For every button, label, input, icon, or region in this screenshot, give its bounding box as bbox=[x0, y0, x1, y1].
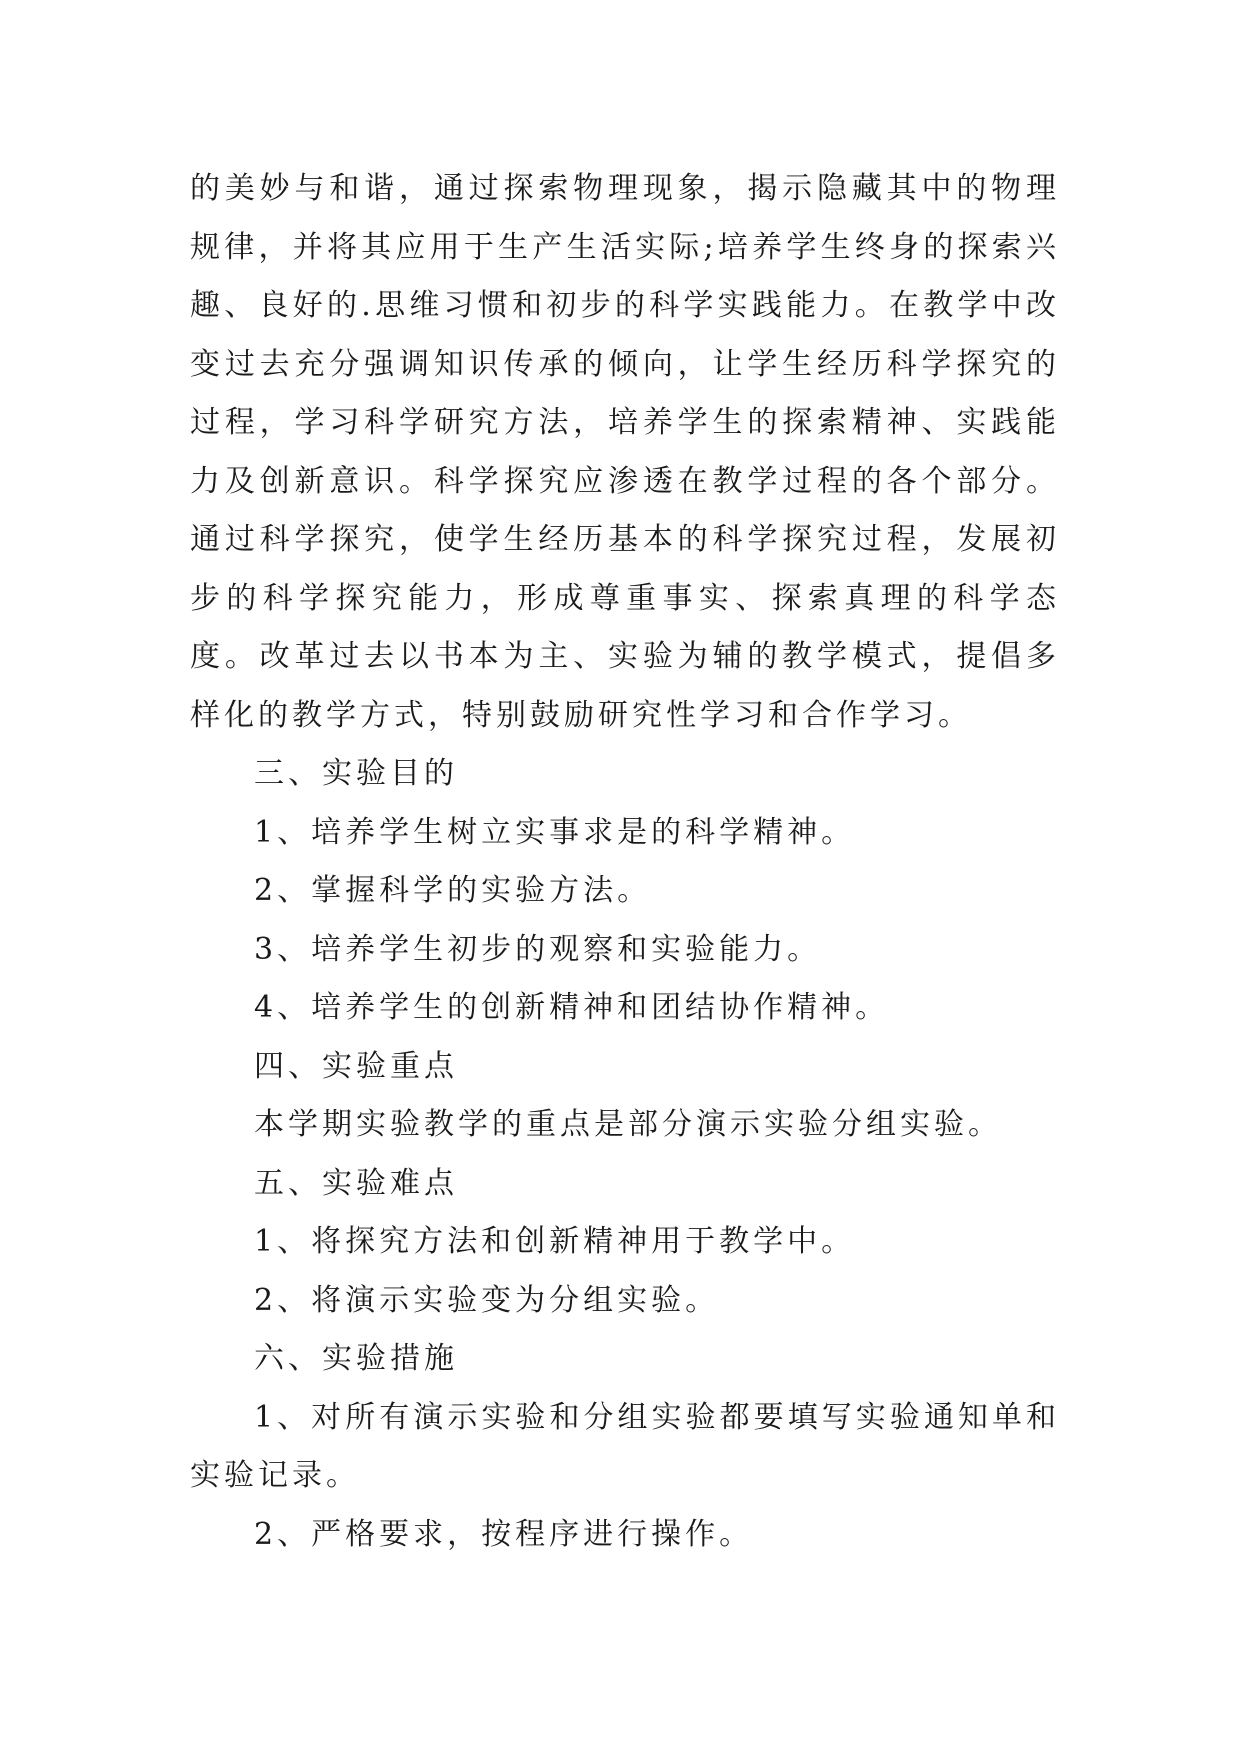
goal-item-4: 4、培养学生的创新精神和团结协作精神。 bbox=[254, 990, 890, 1025]
section-heading-experiment-difficulties: 五、实验难点 bbox=[254, 1165, 458, 1201]
goal-item-3: 3、培养学生初步的观察和实验能力。 bbox=[254, 931, 822, 967]
section-heading-experiment-goals: 三、实验目的 bbox=[254, 756, 458, 791]
difficulty-item-2: 2、将演示实验变为分组实验。 bbox=[254, 1282, 720, 1318]
measure-item-1: 1、对所有演示实验和分组实验都要填写实验通知单和实验记录。 bbox=[190, 1399, 1060, 1493]
document-body bbox=[190, 160, 1060, 1564]
measure-item-2: 2、严格要求，按程序进行操作。 bbox=[254, 1516, 754, 1552]
difficulty-item-1: 1、将探究方法和创新精神用于教学中。 bbox=[254, 1224, 856, 1259]
section-heading-experiment-focus: 四、实验重点 bbox=[254, 1048, 458, 1084]
section-heading-experiment-measures: 六、实验措施 bbox=[254, 1341, 458, 1376]
focus-paragraph: 本学期实验教学的重点是部分演示实验分组实验。 bbox=[254, 1107, 1002, 1142]
goal-item-1: 1、培养学生树立实事求是的科学精神。 bbox=[254, 814, 856, 850]
goal-item-2: 2、掌握科学的实验方法。 bbox=[254, 873, 652, 908]
body-paragraph-continuation: 的美妙与和谐，通过探索物理现象，揭示隐藏其中的物理规律，并将其应用于生产生活实际;培养学生终身的探索兴趣、良好的.思维习惯和初步的科学实践能力。在教学中改变过去充分强调知识传承的倾向，让学生经历科学探究的过程，学习科学研究方法，培养学生的探索精神、实践能力及创新意识。科学探究应渗透在教学过程的各个部分。通过科学探究，使学生经历基本的科学探究过程，发展初步的科学探究能力，形成尊重事实、探索真理的科学态度。改革过去以书本为主、实验为辅的教学模式，提倡多样化的教学方式，特别鼓励研究性学习和合作学习。 bbox=[190, 171, 1060, 733]
